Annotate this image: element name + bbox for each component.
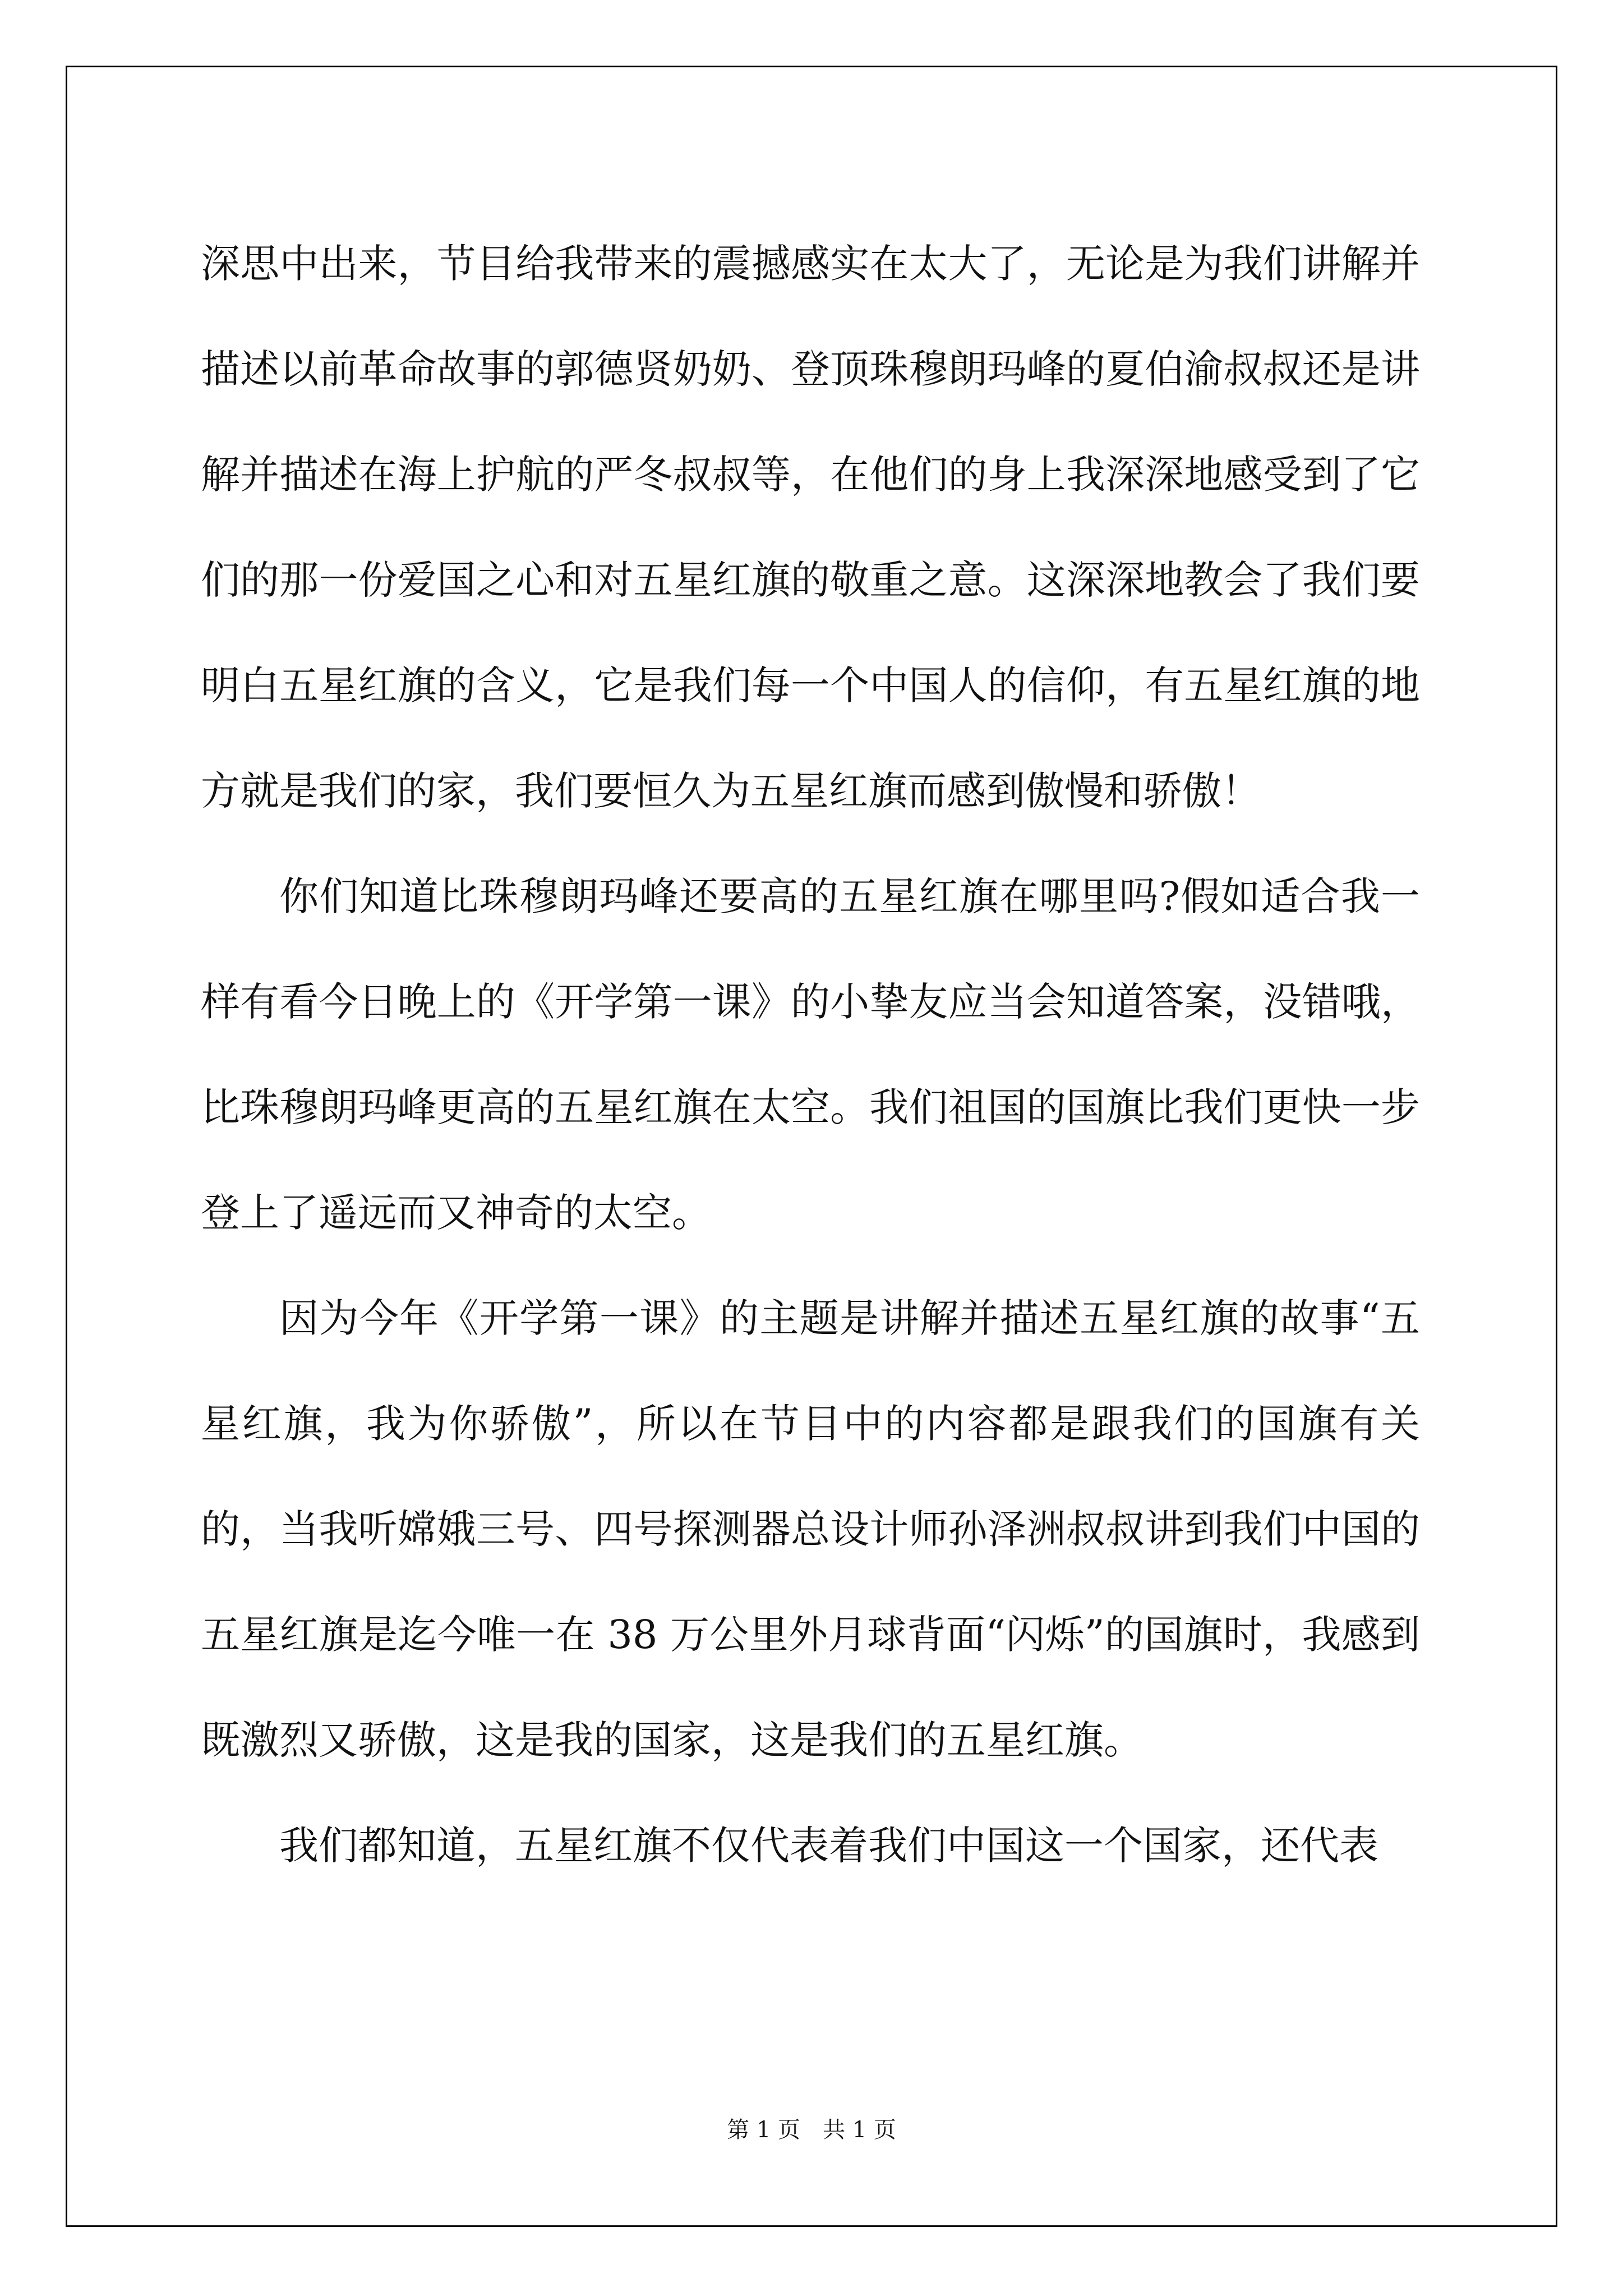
page-number-footer: 第 1 页 共 1 页	[727, 2117, 896, 2143]
paragraph: 你们知道比珠穆朗玛峰还要高的五星红旗在哪里吗?假如适合我一样有看今日晚上的《开学第一课》的小挚友应当会知道答案，没错哦，比珠穆朗玛峰更高的五星红旗在太空。我们祖国的国旗比我们更快一步登上了遥远而又神奇的太空。	[201, 873, 1420, 1236]
paragraph: 我们都知道，五星红旗不仅代表着我们中国这一个国家，还代表	[279, 1823, 1378, 1869]
paragraph: 深思中出来，节目给我带来的震撼感实在太大了，无论是为我们讲解并描述以前革命故事的郭德贤奶奶、登顶珠穆朗玛峰的夏伯渝叔叔还是讲解并描述在海上护航的严冬叔叔等，在他们的身上我深深地感受到了它们的那一份爱国之心和对五星红旗的敬重之意。这深深地教会了我们要明白五星红旗的含义，它是我们每一个中国人的信仰，有五星红旗的地方就是我们的家，我们要恒久为五星红旗而感到傲慢和骄傲！	[201, 241, 1420, 814]
document-body	[201, 211, 1420, 1898]
paragraph: 因为今年《开学第一课》的主题是讲解并描述五星红旗的故事“五星红旗，我为你骄傲”，所以在节目中的内容都是跟我们的国旗有关的，当我听嫦娥三号、四号探测器总设计师孙泽洲叔叔讲到我们中国的五星红旗是迄今唯一在 38 万公里外月球背面“闪烁”的国旗时，我感到既激烈又骄傲，这是我的国家，这是我们的五星红旗。	[201, 1295, 1420, 1763]
